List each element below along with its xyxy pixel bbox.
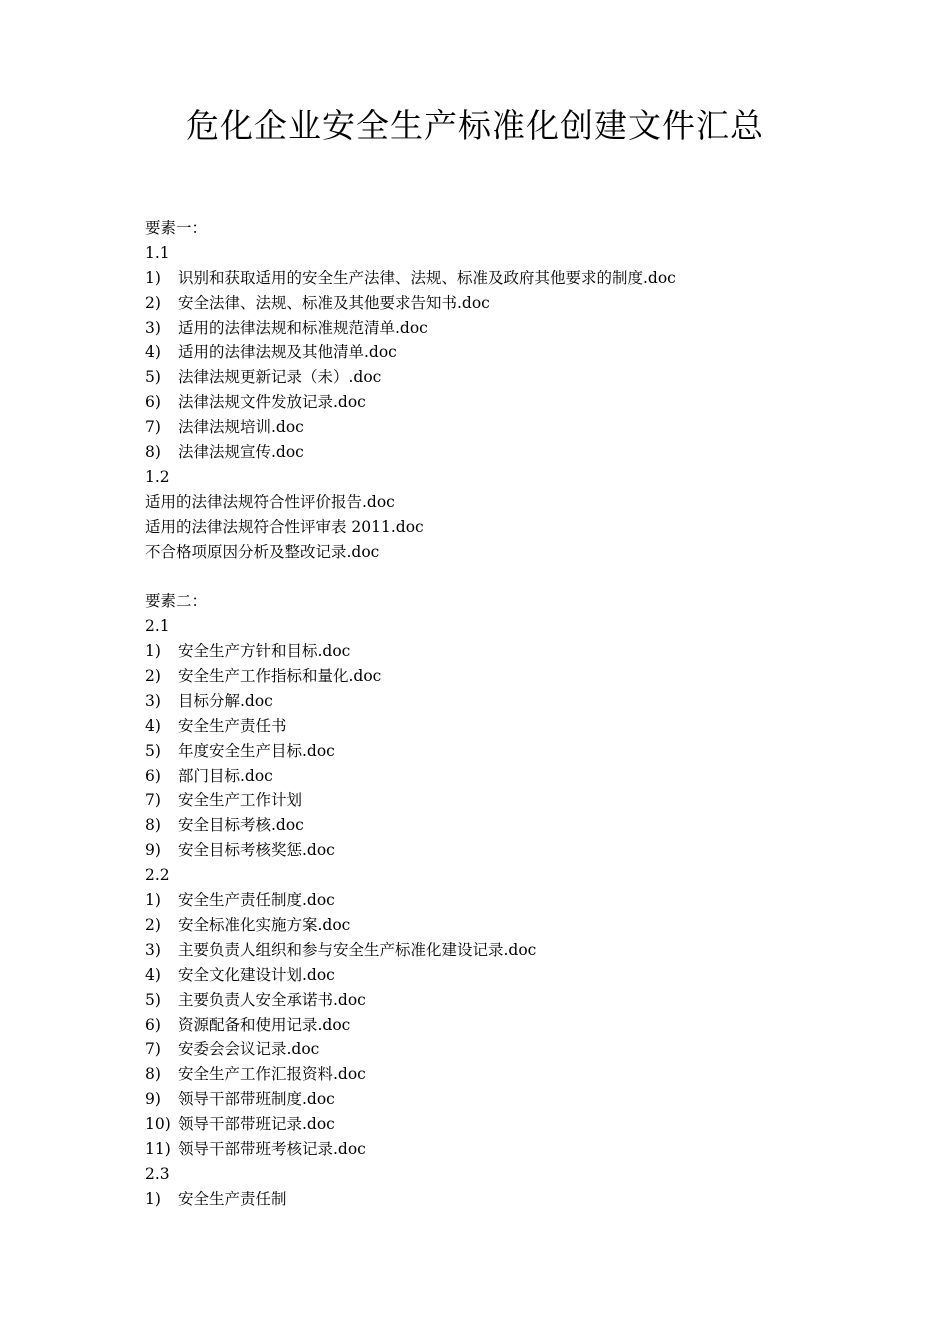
list-item-text: 安全文化建设计划.doc xyxy=(178,965,335,984)
list-item xyxy=(145,1112,865,1137)
list-item xyxy=(145,365,865,390)
list-item-number: 8) xyxy=(145,816,161,835)
file-list xyxy=(145,216,865,1212)
list-item xyxy=(145,340,865,365)
element-heading: 要素一： xyxy=(145,219,208,237)
list-item: 适用的法律法规符合性评价报告.doc xyxy=(145,492,395,511)
list-item-number: 2) xyxy=(145,293,161,312)
list-item-number: 1) xyxy=(145,1189,161,1208)
list-item-text: 主要负责人安全承诺书.doc xyxy=(178,990,366,1009)
list-item-text: 部门目标.doc xyxy=(178,766,273,785)
list-item xyxy=(145,764,865,789)
list-item xyxy=(145,390,865,415)
list-item-number: 7) xyxy=(145,1040,161,1059)
list-item xyxy=(145,1037,865,1062)
list-item xyxy=(145,266,865,291)
list-item-number: 4) xyxy=(145,343,161,362)
list-item xyxy=(145,1013,865,1038)
section-number: 2.2 xyxy=(145,866,170,885)
list-item-number: 1) xyxy=(145,642,161,661)
list-item xyxy=(145,664,865,689)
list-item xyxy=(145,813,865,838)
list-item-text: 主要负责人组织和参与安全生产标准化建设记录.doc xyxy=(178,940,537,959)
list-item-number: 5) xyxy=(145,368,161,387)
list-item-text: 资源配备和使用记录.doc xyxy=(178,1015,351,1034)
document-title: 危化企业安全生产标准化创建文件汇总 xyxy=(186,106,764,145)
list-item-text: 安全生产责任书 xyxy=(178,716,287,735)
list-item-text: 安全标准化实施方案.doc xyxy=(178,915,351,934)
blank-line xyxy=(145,564,865,589)
list-item-number: 4) xyxy=(145,965,161,984)
list-item-number: 3) xyxy=(145,691,161,710)
list-item xyxy=(145,291,865,316)
list-item-text: 安全生产工作指标和量化.doc xyxy=(178,667,382,686)
list-item-text: 目标分解.doc xyxy=(178,691,273,710)
list-item-number: 6) xyxy=(145,393,161,412)
list-item-number: 9) xyxy=(145,1090,161,1109)
list-item-number: 1) xyxy=(145,268,161,287)
list-item xyxy=(145,440,865,465)
list-item-text: 年度安全生产目标.doc xyxy=(178,741,335,760)
list-item-number: 10) xyxy=(145,1115,171,1134)
list-item-text: 领导干部带班制度.doc xyxy=(178,1090,335,1109)
list-item xyxy=(145,316,865,341)
list-item-text: 安全生产工作计划 xyxy=(178,791,303,810)
list-item-text: 法律法规文件发放记录.doc xyxy=(178,393,366,412)
list-item xyxy=(145,1187,865,1212)
list-item-number: 1) xyxy=(145,891,161,910)
list-item-text: 领导干部带班考核记录.doc xyxy=(178,1139,366,1158)
list-item-text: 安全生产工作汇报资料.doc xyxy=(178,1065,366,1084)
list-item-number: 6) xyxy=(145,766,161,785)
list-item-text: 安委会会议记录.doc xyxy=(178,1040,320,1059)
list-item xyxy=(145,415,865,440)
list-item-number: 11) xyxy=(145,1139,171,1158)
list-item-text: 安全法律、法规、标准及其他要求告知书.doc xyxy=(178,293,490,312)
section-number: 1.1 xyxy=(145,243,170,262)
list-item xyxy=(145,639,865,664)
list-item-number: 2) xyxy=(145,667,161,686)
list-item-text: 法律法规宣传.doc xyxy=(178,443,304,462)
section-number: 2.1 xyxy=(145,617,170,636)
section-number: 2.3 xyxy=(145,1164,170,1183)
list-item-text: 法律法规培训.doc xyxy=(178,418,304,437)
list-item-text: 领导干部带班记录.doc xyxy=(178,1115,335,1134)
list-item xyxy=(145,788,865,813)
list-item xyxy=(145,739,865,764)
list-item xyxy=(145,689,865,714)
list-item-number: 4) xyxy=(145,716,161,735)
list-item xyxy=(145,838,865,863)
list-item-number: 2) xyxy=(145,915,161,934)
list-item xyxy=(145,1062,865,1087)
section-number: 1.2 xyxy=(145,467,170,486)
list-item-number: 3) xyxy=(145,318,161,337)
list-item: 不合格项原因分析及整改记录.doc xyxy=(145,542,380,561)
list-item-text: 安全目标考核奖惩.doc xyxy=(178,841,335,860)
list-item-number: 7) xyxy=(145,791,161,810)
list-item-text: 安全生产方针和目标.doc xyxy=(178,642,351,661)
list-item-text: 安全目标考核.doc xyxy=(178,816,304,835)
list-item-text: 安全生产责任制 xyxy=(178,1189,287,1208)
list-item: 适用的法律法规符合性评审表 2011.doc xyxy=(145,517,424,536)
element-heading: 要素二： xyxy=(145,592,208,611)
list-item-number: 5) xyxy=(145,990,161,1009)
list-item-number: 8) xyxy=(145,443,161,462)
list-item-text: 安全生产责任制度.doc xyxy=(178,891,335,910)
list-item xyxy=(145,963,865,988)
list-item xyxy=(145,1087,865,1112)
list-item xyxy=(145,938,865,963)
list-item xyxy=(145,888,865,913)
list-item-text: 适用的法律法规和标准规范清单.doc xyxy=(178,318,428,337)
list-item xyxy=(145,913,865,938)
list-item-number: 9) xyxy=(145,841,161,860)
list-item-number: 8) xyxy=(145,1065,161,1084)
list-item-text: 适用的法律法规及其他清单.doc xyxy=(178,343,397,362)
list-item-number: 6) xyxy=(145,1015,161,1034)
list-item-number: 7) xyxy=(145,418,161,437)
list-item xyxy=(145,1137,865,1162)
list-item-text: 法律法规更新记录（未）.doc xyxy=(178,368,382,387)
list-item-number: 3) xyxy=(145,940,161,959)
list-item xyxy=(145,988,865,1013)
list-item-number: 5) xyxy=(145,741,161,760)
list-item xyxy=(145,714,865,739)
list-item-text: 识别和获取适用的安全生产法律、法规、标准及政府其他要求的制度.doc xyxy=(178,268,676,287)
